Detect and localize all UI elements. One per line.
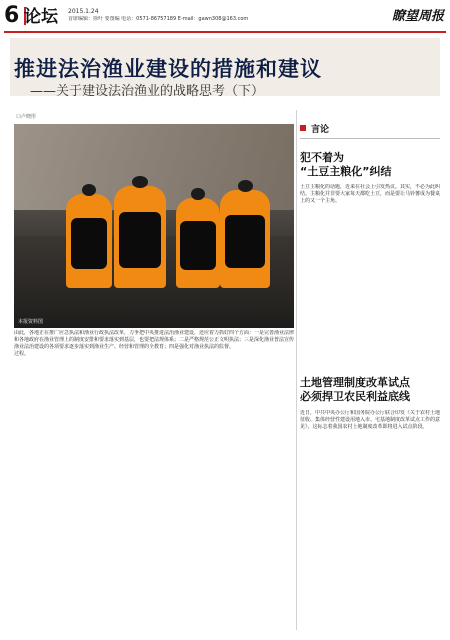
sidebar-header-text: 言论: [311, 125, 330, 135]
story1-paragraph: 土豆主粮化的话题，近来在社会上引发热议。其实，不必为此纠结。主粮化并非要大家每天都吃土豆，而是要让马铃薯成为餐桌上的又一个主角。: [300, 184, 440, 204]
sidebar-header: [300, 124, 329, 136]
article-column-1: [14, 330, 154, 630]
staff-line: 首席编辑：徐叶 要图编 电话：0571-86757189 E-mail：gawn308@163.com: [68, 16, 249, 22]
person-2: [114, 186, 166, 288]
story1-title-line2: “土豆主粮化”纠结: [300, 165, 392, 178]
photo-caption: 本报资料图: [18, 319, 44, 325]
person-1: [66, 194, 112, 288]
article-photo: [14, 124, 294, 328]
sidebar-divider: [300, 138, 440, 139]
story2-title-line1: 土地管理制度改革试点: [300, 376, 410, 389]
page-number: 6: [4, 3, 20, 28]
sidebar-marker-icon: [300, 125, 306, 131]
story2-body: [300, 410, 440, 620]
article-author: 口卢晓彤: [16, 114, 37, 120]
page-header: [4, 3, 446, 33]
paper-name: 瞭望周报: [391, 9, 444, 24]
article-paragraph-1: 由此，各地正在推广应急执法和渔业行政执法改革，力争把中央和各地政府在渔业管理上的制度安排和要求落实到基层，也要把渔业法治建设的各项要求逐步落实到渔业生产、经营和管理的全过程。: [14, 330, 154, 357]
article-paragraph-2: 推进法治渔业建设，还应着力抓好四个方面：一是完善渔业法律法规体系；二是严格规范公正文明执法；三是深化渔业普法宣传教育；四是强化对渔业执法的监督。: [154, 330, 294, 350]
person-3: [176, 198, 220, 288]
article-title: 推进法治渔业建设的措施和建议: [14, 56, 322, 81]
article-subtitle: ——关于建设法治渔业的战略思考（下）: [30, 84, 265, 99]
article-column-2: [154, 330, 294, 630]
column-divider: [296, 110, 297, 630]
sidebar: [300, 124, 440, 630]
story1-title-line1: 犯不着为: [300, 151, 344, 164]
section-name: 论坛: [24, 7, 58, 27]
story2-paragraph: 近日，中共中央办公厅和国务院办公厅联合印发《关于农村土地征收、集体经营性建设用地入市、宅基地制度改革试点工作的意见》，这标志着我国农村土地制度改革即将进入试点阶段。: [300, 410, 440, 430]
date-line: 2015.1.24: [68, 8, 99, 15]
story1-body: [300, 184, 440, 354]
story2-title-line2: 必须捍卫农民利益底线: [300, 390, 410, 403]
person-4: [220, 190, 270, 288]
